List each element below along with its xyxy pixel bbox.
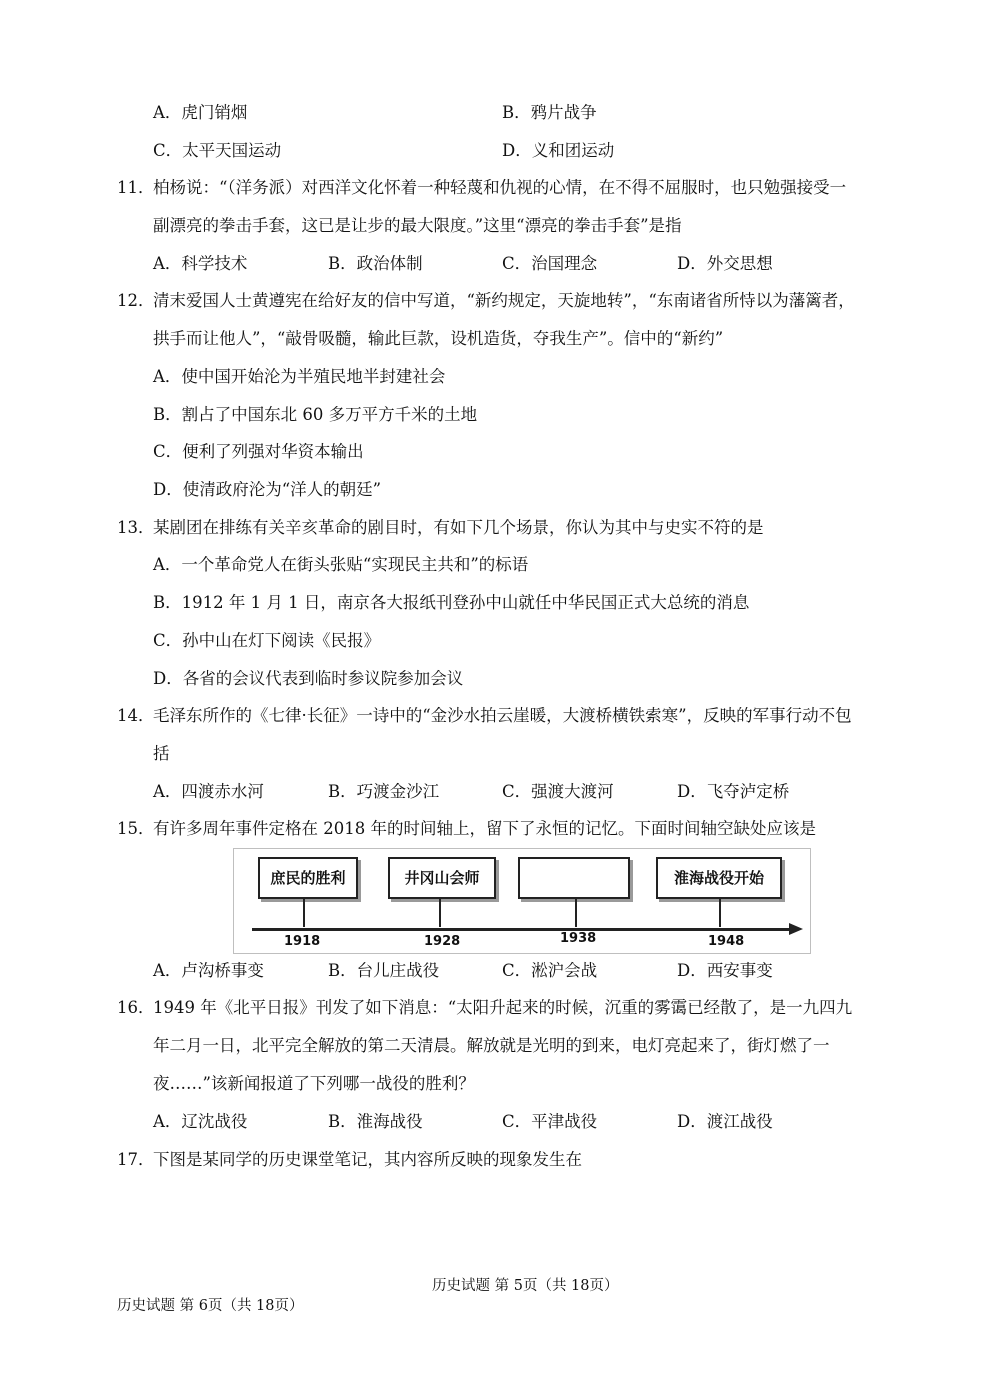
timeline-stem-1948 — [719, 897, 721, 927]
q14-option-b: B．巧渡金沙江 — [328, 782, 440, 801]
q14-option-c: C．强渡大渡河 — [502, 782, 614, 801]
q16-option-a: A．辽沈战役 — [153, 1112, 248, 1131]
q10-option-a: A．虎门销烟 — [153, 103, 248, 122]
q16-number: 16． — [117, 998, 155, 1017]
timeline-year-1918: 1918 — [284, 934, 321, 949]
q12-number: 12． — [117, 291, 155, 310]
timeline-stem-1938 — [575, 897, 577, 927]
q13-option-b: B．1912 年 1 月 1 日，南京各大报纸刊登孙中山就任中华民国正式大总统的消息 — [153, 593, 750, 612]
q13-option-a: A．一个革命党人在街头张贴“实现民主共和”的标语 — [153, 555, 529, 574]
q10-option-c: C．太平天国运动 — [153, 141, 282, 160]
q11-option-b: B．政治体制 — [328, 254, 423, 273]
q11-option-c: C．治国理念 — [502, 254, 598, 273]
q17-stem-line1: 下图是某同学的历史课堂笔记，其内容所反映的现象发生在 — [153, 1150, 582, 1169]
timeline-event-1918: 庶民的胜利 — [258, 857, 358, 899]
timeline-year-1938: 1938 — [560, 931, 597, 946]
q11-stem-line2: 副漂亮的拳击手套，这已是让步的最大限度。”这里“漂亮的拳击手套”是指 — [153, 216, 682, 235]
timeline-event-1928: 井冈山会师 — [388, 857, 496, 899]
timeline-event-1948: 淮海战役开始 — [656, 857, 782, 899]
q15-stem-line1: 有许多周年事件定格在 2018 年的时间轴上，留下了永恒的记忆。下面时间轴空缺处应该是 — [153, 819, 816, 838]
timeline-year-1948: 1948 — [708, 934, 745, 949]
q15-option-b: B．台儿庄战役 — [328, 961, 440, 980]
q12-option-c: C．便利了列强对华资本输出 — [153, 442, 364, 461]
q15-option-a: A．卢沟桥事变 — [153, 961, 264, 980]
q14-stem-line1: 毛泽东所作的《七律·长征》一诗中的“金沙水拍云崖暖，大渡桥横铁索寒”，反映的军事行动不包 — [153, 706, 852, 725]
q11-option-a: A．科学技术 — [153, 254, 248, 273]
footer-page-left: 历史试题 第 6页（共 18页） — [117, 1298, 304, 1314]
q16-option-b: B．淮海战役 — [328, 1112, 423, 1131]
q11-option-d: D．外交思想 — [677, 254, 773, 273]
timeline-stem-1928 — [439, 897, 441, 927]
q16-option-c: C．平津战役 — [502, 1112, 598, 1131]
q15-option-c: C．淞沪会战 — [502, 961, 598, 980]
timeline-axis — [252, 928, 792, 931]
q14-option-d: D．飞夺泸定桥 — [677, 782, 790, 801]
q15-option-d: D．西安事变 — [677, 961, 773, 980]
q15-number: 15． — [117, 819, 155, 838]
q14-number: 14． — [117, 706, 155, 725]
q12-option-a: A．使中国开始沦为半殖民地半封建社会 — [153, 367, 446, 386]
q14-option-a: A．四渡赤水河 — [153, 782, 264, 801]
q14-stem-line2: 括 — [153, 744, 170, 763]
q12-option-d: D．使清政府沦为“洋人的朝廷” — [153, 480, 382, 499]
q12-stem-line1: 清末爱国人士黄遵宪在给好友的信中写道，“新约规定，天旋地转”，“东南诸省所恃以为藩篱者， — [153, 291, 855, 310]
q16-option-d: D．渡江战役 — [677, 1112, 773, 1131]
q17-number: 17． — [117, 1150, 155, 1169]
q16-stem-line3: 夜……”该新闻报道了下列哪一战役的胜利？ — [153, 1074, 475, 1093]
timeline-year-1928: 1928 — [424, 934, 461, 949]
q12-stem-line2: 拱手而让他人”，“敲骨吸髓，输此巨款，设机造货，夺我生产”。信中的“新约” — [153, 329, 724, 348]
q10-option-b: B．鸦片战争 — [502, 103, 597, 122]
q16-stem-line2: 年二月一日，北平完全解放的第二天清晨。解放就是光明的到来，电灯亮起来了，街灯燃了一 — [153, 1036, 830, 1055]
q13-number: 13． — [117, 518, 155, 537]
q11-stem-line1: 柏杨说：“（洋务派）对西洋文化怀着一种轻蔑和仇视的心情，在不得不屈服时，也只勉强接受一 — [153, 178, 847, 197]
q16-stem-line1: 1949 年《北平日报》刊发了如下消息：“太阳升起来的时候，沉重的雾霭已经散了，是一九四九 — [153, 998, 853, 1017]
timeline-event-blank-1938 — [518, 857, 630, 899]
q13-stem-line1: 某剧团在排练有关辛亥革命的剧目时，有如下几个场景，你认为其中与史实不符的是 — [153, 518, 764, 537]
q11-number: 11． — [117, 178, 155, 197]
timeline-stem-1918 — [303, 897, 305, 927]
timeline-figure — [233, 848, 811, 954]
q12-option-b: B．割占了中国东北 60 多万平方千米的土地 — [153, 405, 478, 424]
q10-option-d: D．义和团运动 — [502, 141, 615, 160]
footer-page-center: 历史试题 第 5页（共 18页） — [432, 1278, 619, 1294]
timeline-arrow-icon — [789, 923, 803, 935]
q13-option-c: C．孙中山在灯下阅读《民报》 — [153, 631, 381, 650]
q13-option-d: D．各省的会议代表到临时参议院参加会议 — [153, 669, 464, 688]
